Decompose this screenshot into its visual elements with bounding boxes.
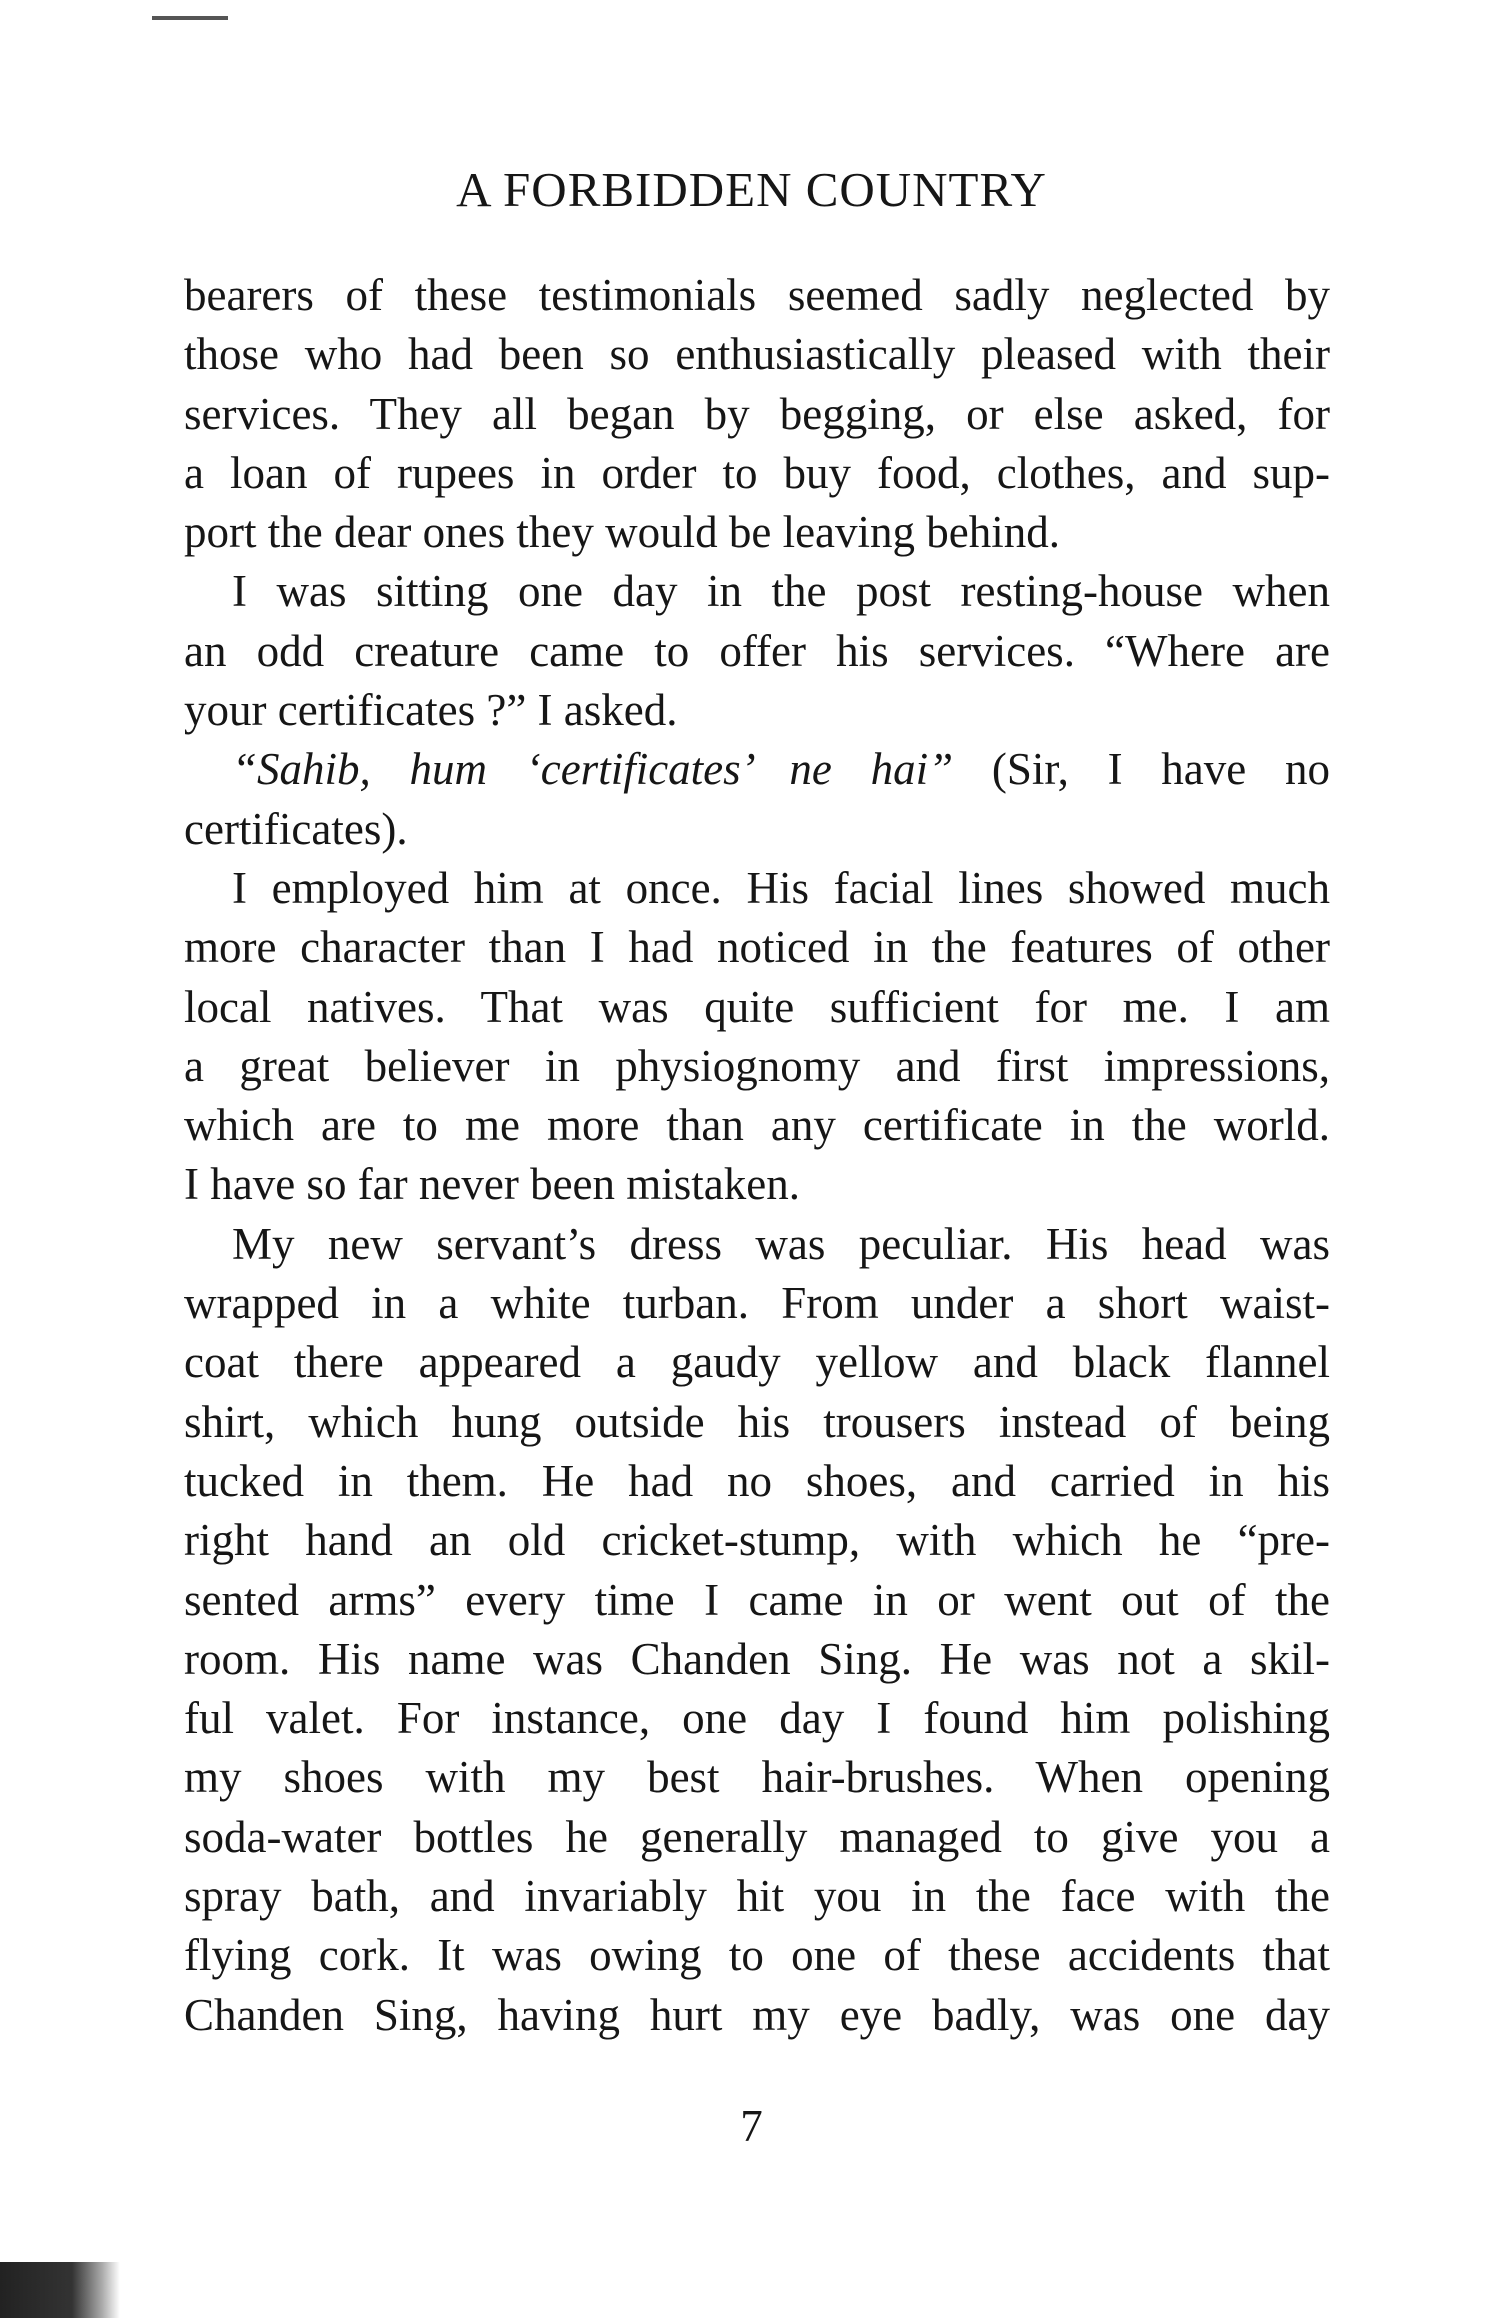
- text-line: your certificates ?” I asked.: [184, 685, 678, 736]
- text-line: tucked in them. He had no shoes, and carried in his: [184, 1455, 1330, 1506]
- text-line: [184, 740, 1330, 799]
- text-line: I employed him at once. His facial lines showed much: [232, 862, 1330, 913]
- text-line: port the dear ones they would be leaving behind.: [184, 507, 1061, 558]
- text-span: (Sir, I have no: [953, 744, 1330, 795]
- text-line: wrapped in a white turban. From under a short waist-: [184, 1278, 1330, 1329]
- text-line: a loan of rupees in order to buy food, clothes, and sup-: [184, 447, 1330, 498]
- text-line: ful valet. For instance, one day I found him polishing: [184, 1693, 1330, 1744]
- text-line: my shoes with my best hair-brushes. When opening: [184, 1752, 1330, 1803]
- text-line: coat there appeared a gaudy yellow and black flannel: [184, 1337, 1330, 1388]
- text-line: sented arms” every time I came in or went out of the: [184, 1574, 1330, 1625]
- text-line: flying cork. It was owing to one of these accidents that: [184, 1930, 1330, 1981]
- text-line: shirt, which hung outside his trousers instead of being: [184, 1396, 1330, 1447]
- text-line: Chanden Sing, having hurt my eye badly, was one day: [184, 1989, 1330, 2040]
- body-text: [184, 266, 1330, 2045]
- text-line: more character than I had noticed in the features of other: [184, 922, 1330, 973]
- text-line: a great believer in physiognomy and first impressions,: [184, 1040, 1330, 1091]
- text-line: spray bath, and invariably hit you in the face with the: [184, 1871, 1330, 1922]
- text-line: an odd creature came to offer his services. “Where are: [184, 625, 1330, 676]
- text-line: certificates).: [184, 803, 408, 854]
- italic-quote: “Sahib, hum ‘certificates’ ne hai”: [232, 744, 954, 795]
- text-line: I was sitting one day in the post resting-house when: [232, 566, 1330, 617]
- text-line: local natives. That was quite sufficient for me. I am: [184, 981, 1330, 1032]
- text-line: right hand an old cricket-stump, with which he “pre-: [184, 1515, 1330, 1566]
- text-line: which are to me more than any certificate in the world.: [184, 1100, 1330, 1151]
- text-line: services. They all began by begging, or else asked, for: [184, 388, 1330, 439]
- text-line: My new servant’s dress was peculiar. His head was: [232, 1218, 1330, 1269]
- running-title: A FORBIDDEN COUNTRY: [456, 162, 1047, 217]
- text-line: soda-water bottles he generally managed to give you a: [184, 1811, 1330, 1862]
- text-line: bearers of these testimonials seemed sadly neglected by: [184, 270, 1330, 320]
- page-number: 7: [740, 2101, 763, 2151]
- text-line: room. His name was Chanden Sing. He was not a skil-: [184, 1633, 1330, 1684]
- scan-artifact-top: [152, 16, 228, 20]
- scan-artifact-bottom: [0, 2262, 120, 2318]
- text-line: I have so far never been mistaken.: [184, 1159, 800, 1210]
- text-line: those who had been so enthusiastically pleased with their: [184, 329, 1330, 380]
